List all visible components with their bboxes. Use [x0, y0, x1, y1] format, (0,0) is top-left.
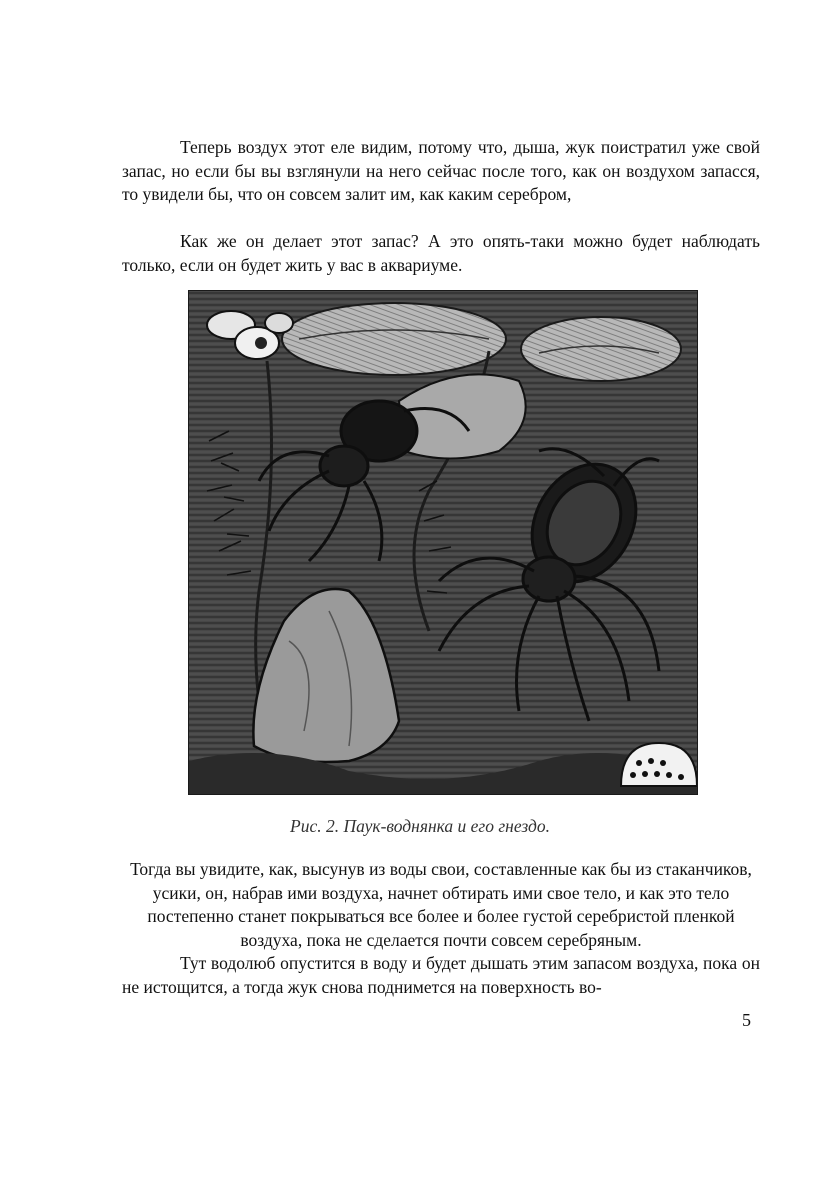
engraving-svg [189, 291, 697, 794]
water-spider-illustration [188, 290, 698, 795]
lily-pad-right [521, 317, 681, 381]
paragraph-air-supply: Теперь воздух этот еле видим, потому что, дыша, жук поистратил уже свой запас, но если бы вы взглянули на него сейчас после того, как он воздухом запасся, то увидели бы, что он совсем залит им, как каким серебром, [122, 137, 760, 204]
figure-caption: Рис. 2. Паук-воднянка и его гнездо. [290, 816, 550, 836]
page-number: 5 [742, 1010, 751, 1030]
lily-pad-left [282, 303, 506, 375]
paragraph-how-supply: Как же он делает этот запас? А это опять-таки можно будет наблюдать только, если он будет жить у вас в аквариуме. [122, 231, 760, 275]
paragraph-dive: Тут водолюб опустится в воду и будет дышать этим запасом воздуха, пока он не истощится, а тогда жук снова поднимется на поверхность во- [122, 953, 760, 997]
paragraph-antennae: Тогда вы увидите, как, высунув из воды свои, составленные как бы из стаканчиков, усики, он, набрав ими воздуха, начнет обтирать ими свое тело, и как это тело постепенно станет покрываться все более и более густой серебристой пленкой воздуха, пока не сделается почти совсем серебряным. [130, 859, 752, 950]
